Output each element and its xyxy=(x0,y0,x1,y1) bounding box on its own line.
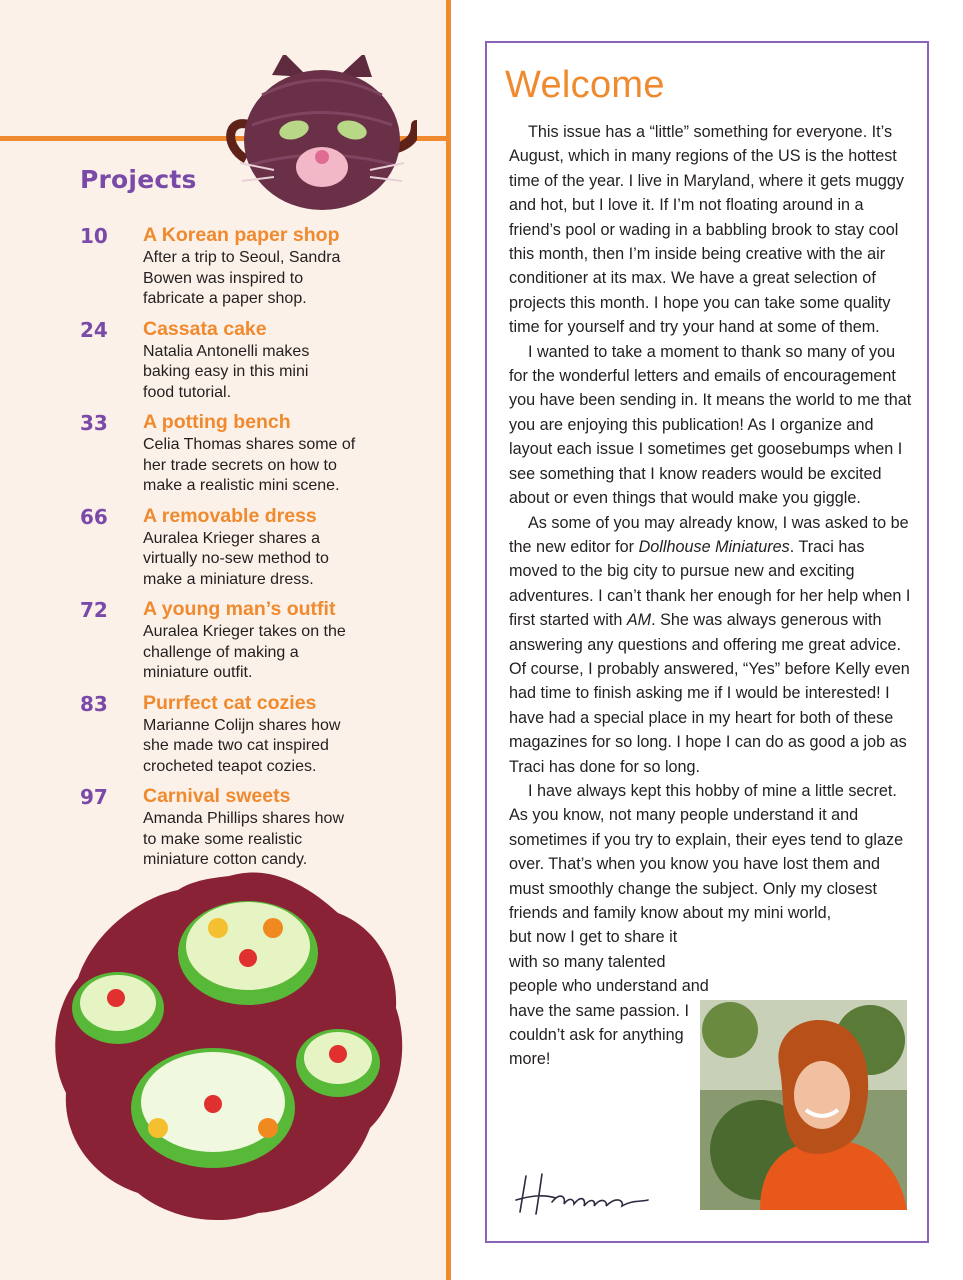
project-page-number: 83 xyxy=(80,691,108,716)
project-description-line: challenge of making a xyxy=(143,643,299,661)
project-description-line: she made two cat inspired xyxy=(143,737,329,754)
project-page-number: 10 xyxy=(80,224,108,248)
project-description-line: her trade secrets on how to xyxy=(143,456,337,474)
project-title: A potting bench xyxy=(143,411,291,433)
project-title: A young man’s outfit xyxy=(143,598,336,620)
project-title: A Korean paper shop xyxy=(143,224,340,246)
project-description-line: miniature outfit. xyxy=(143,664,253,681)
project-item xyxy=(80,222,380,310)
editor-signature xyxy=(512,1166,652,1218)
project-description-line: After a trip to Seoul, Sandra xyxy=(143,249,341,266)
project-title: Carnival sweets xyxy=(143,785,291,807)
letter-text: . Traci has moved to the big city to pursue new and exciting adventures. I can’t thank her enough for her help when I first started with xyxy=(509,537,911,630)
editor-portrait-photo xyxy=(700,1000,907,1210)
letter-text: . She was always generous with answering any questions and offering me great advice. Of course, I probably answered, “Yes” before Kelly even had time to finish asking me if I would be interested! I have had a special place in my heart for both of these magazines for so long. I hope I can do as good a job as Traci has done for so long. xyxy=(509,611,910,776)
project-description-line: miniature cotton candy. xyxy=(143,851,308,868)
letter-text: As some of you may already know, I was asked to be the new editor for xyxy=(509,513,909,556)
vertical-divider xyxy=(446,0,451,1280)
project-title: A removable dress xyxy=(143,504,317,527)
magazine-name: AM xyxy=(626,611,652,630)
projects-heading: Projects xyxy=(80,165,197,194)
project-item xyxy=(80,690,380,778)
project-description-line: Auralea Krieger shares a xyxy=(143,529,320,547)
project-description-line: make a miniature dress. xyxy=(143,570,314,588)
welcome-title: Welcome xyxy=(505,64,665,106)
project-description-line: fabricate a paper shop. xyxy=(143,290,307,307)
cat-teapot-cozy-image xyxy=(222,55,417,225)
letter-paragraph xyxy=(509,511,912,779)
project-description-line: to make some realistic xyxy=(143,830,303,848)
welcome-letter xyxy=(509,120,912,1072)
project-description-line: Bowen was inspired to xyxy=(143,269,304,287)
project-item xyxy=(80,596,380,684)
letter-paragraph: but now I get to share it with so many talented people who understand and have the same passion. I couldn’t ask for anything more! xyxy=(509,928,709,1069)
project-description-line: crocheted teapot cozies. xyxy=(143,757,317,775)
project-page-number: 24 xyxy=(80,317,108,342)
project-page-number: 97 xyxy=(80,785,108,809)
project-description-line: food tutorial. xyxy=(143,383,232,401)
project-description-line: Amanda Phillips shares how xyxy=(143,810,344,827)
project-title: Purrfect cat cozies xyxy=(143,691,317,714)
projects-list xyxy=(80,222,380,877)
letter-paragraph: This issue has a “little” something for everyone. It’s August, which in many regions of the US is the hottest time of the year. I live in Maryland, where it gets muggy and hot, but I love it. If I’m not floating around in a friend’s pool or wading in a babbling brook to stay cool this month, then I’m inside being creative with the air conditioner at its max. We have a great selection of projects this month. I hope you can take some quality time for yourself and try your hand at some of them. xyxy=(509,123,904,337)
project-page-number: 33 xyxy=(80,411,108,435)
miniature-cakes-image xyxy=(48,858,410,1228)
project-description-line: make a realistic mini scene. xyxy=(143,477,340,494)
magazine-name: Dollhouse Miniatures xyxy=(638,537,790,556)
project-description-line: Natalia Antonelli makes xyxy=(143,342,310,360)
letter-paragraph: I have always kept this hobby of mine a little secret. As you know, not many people understand it and sometimes if you try to explain, their eyes tend to glaze over. That’s when you know you have lost them and must smoothly change the subject. Only my closest friends and family know about my mini world, xyxy=(509,781,904,922)
project-page-number: 66 xyxy=(80,504,108,529)
project-item xyxy=(80,503,380,591)
project-item xyxy=(80,316,380,404)
project-description-line: virtually no-sew method to xyxy=(143,550,329,567)
project-description-line: Marianne Colijn shares how xyxy=(143,716,341,734)
project-title: Cassata cake xyxy=(143,317,267,340)
letter-paragraph: I wanted to take a moment to thank so many of you for the wonderful letters and emails of encouragement you have been sending in. It means the world to me that you are enjoying this publication! As I organize and layout each issue I sometimes get goosebumps when I see something that I know readers would be excited about or even things that would make you giggle. xyxy=(509,342,912,508)
project-description-line: baking easy in this mini xyxy=(143,363,309,380)
project-description-line: Celia Thomas shares some of xyxy=(143,436,356,453)
project-description-line: Auralea Krieger takes on the xyxy=(143,623,346,640)
project-item xyxy=(80,409,380,497)
project-page-number: 72 xyxy=(80,598,108,622)
